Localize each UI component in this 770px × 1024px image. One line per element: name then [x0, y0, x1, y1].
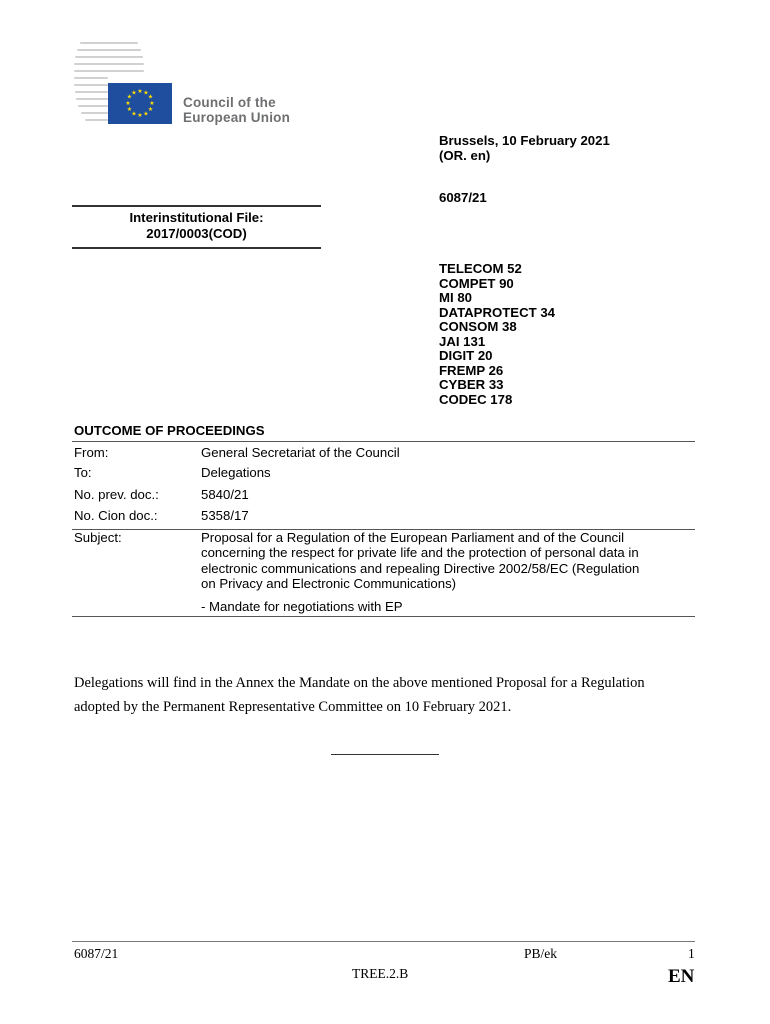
divider [72, 616, 695, 617]
cion-doc-value: 5358/17 [201, 508, 249, 523]
document-number: 6087/21 [439, 190, 487, 205]
svg-text:★: ★ [149, 100, 155, 107]
subject-line: electronic communications and repealing Directive 2002/58/EC (Regulation [201, 560, 640, 576]
footer-language: EN [668, 966, 695, 987]
code-item: MI 80 [439, 290, 472, 305]
interinstitutional-number: 2017/0003(COD) [146, 226, 247, 241]
svg-text:★: ★ [137, 112, 143, 119]
svg-text:★: ★ [143, 110, 149, 118]
svg-text:★: ★ [131, 110, 137, 118]
interinstitutional-label: Interinstitutional File: [129, 210, 264, 225]
to-value: Delegations [201, 465, 271, 480]
code-item: CONSOM 38 [439, 319, 517, 334]
from-label: From: [74, 445, 109, 460]
code-item: DATAPROTECT 34 [439, 304, 556, 320]
svg-text:★: ★ [125, 100, 131, 107]
footer-department: TREE.2.B [352, 966, 409, 981]
eu-flag-icon [108, 83, 172, 124]
subject-line: Proposal for a Regulation of the European Parliament and of the Council [201, 530, 624, 545]
org-name-line2: European Union [183, 110, 291, 125]
subject-note: - Mandate for negotiations with EP [201, 599, 403, 614]
code-item: CYBER 33 [439, 377, 504, 392]
code-item: DIGIT 20 [439, 348, 493, 363]
svg-text:★: ★ [126, 106, 133, 113]
footer-divider [72, 941, 695, 942]
code-item: CODEC 178 [439, 391, 513, 407]
svg-text:★: ★ [147, 93, 154, 101]
from-value: General Secretariat of the Council [201, 445, 400, 460]
subject-label: Subject: [74, 530, 122, 545]
body-line1: Delegations will find in the Annex the Mandate on the above mentioned Proposal for a Regulation [74, 675, 645, 691]
subject-line: on Privacy and Electronic Communications) [201, 575, 457, 591]
place-and-date-block [439, 133, 610, 163]
original-language: (OR. en) [439, 148, 491, 163]
interinstitutional-file-box [72, 205, 321, 249]
code-item: JAI 131 [439, 333, 486, 349]
code-item: TELECOM 52 [439, 261, 522, 276]
to-label: To: [74, 465, 92, 480]
org-name-line1: Council of the [183, 95, 276, 110]
prev-doc-label: No. prev. doc.: [74, 487, 159, 502]
body-line2: adopted by the Permanent Representative Committee on 10 February 2021. [74, 699, 512, 715]
cion-doc-label: No. Cion doc.: [74, 508, 158, 523]
prev-doc-value: 5840/21 [201, 487, 249, 502]
svg-text:★: ★ [137, 88, 143, 95]
place-date: Brussels, 10 February 2021 [439, 133, 610, 148]
svg-text:★: ★ [147, 106, 154, 113]
subject-text [201, 530, 701, 591]
classification-codes [439, 262, 555, 407]
outcome-title: OUTCOME OF PROCEEDINGS [74, 423, 265, 438]
end-separator [331, 754, 439, 755]
footer-page-number: 1 [688, 946, 695, 961]
code-item: FREMP 26 [439, 362, 504, 378]
code-item: COMPET 90 [439, 275, 514, 291]
svg-text:★: ★ [126, 93, 133, 101]
footer-initials: PB/ek [524, 946, 558, 961]
svg-text:★: ★ [143, 89, 149, 97]
svg-text:★: ★ [131, 89, 137, 97]
divider [72, 441, 695, 442]
organisation-name [183, 95, 290, 125]
footer-doc-number: 6087/21 [74, 946, 119, 961]
subject-line: concerning the respect for private life and the protection of personal data in [201, 545, 639, 561]
